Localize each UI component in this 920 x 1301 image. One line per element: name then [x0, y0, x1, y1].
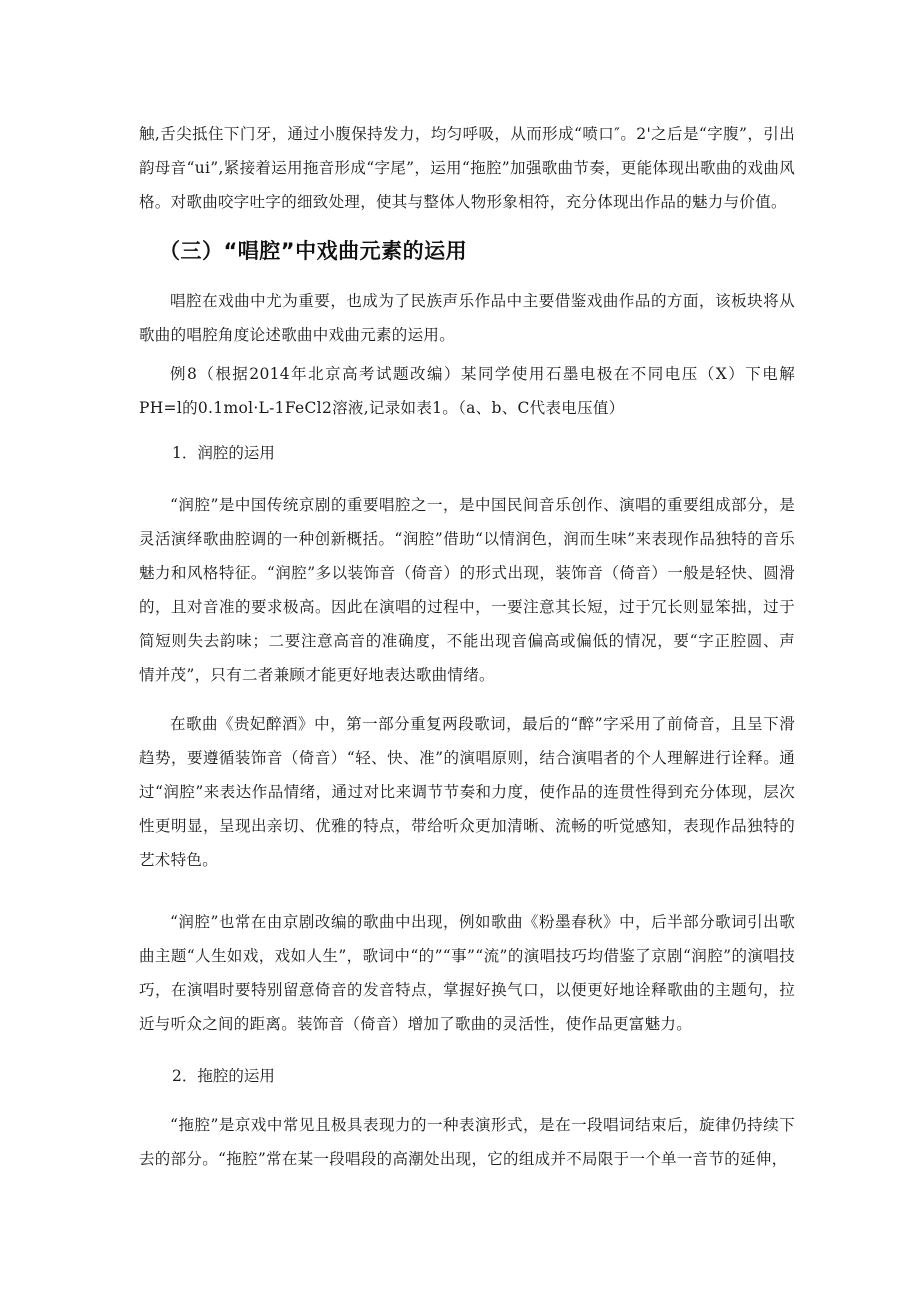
- paragraph-continuation: 触,舌尖抵住下门牙，通过小腹保持发力，均匀呼吸，从而形成“喷口″。2'之后是“字腹”，引出韵母音“ui”,紧接着运用拖音形成“字尾”，运用“拖腔”加强歌曲节奏，更能体现出歌曲的戏曲风格。对歌曲咬字吐字的细致处理，使其与整体人物形象相符，充分体现出作品的魅力与价值。: [139, 125, 795, 211]
- subheading-tuo-qiang: 2．拖腔的运用: [172, 1067, 275, 1085]
- paragraph-fenmo-chunqiu: “润腔”也常在由京剧改编的歌曲中出现，例如歌曲《粉墨春秋》中，后半部分歌词引出歌曲主题“人生如戏，戏如人生”，歌词中“的”“事”“流”的演唱技巧均借鉴了京剧“润腔”的演唱技巧，在演唱时要特别留意倚音的发音特点，掌握好换气口，以便更好地诠释歌曲的主题句，拉近与听众之间的距离。装饰音（倚音）增加了歌曲的灵活性，使作品更富魅力。: [139, 913, 795, 1033]
- paragraph-tuo-qiang-definition: “拖腔”是京戏中常见且极具表现力的一种表演形式，是在一段唱词结束后，旋律仍持续下去的部分。“拖腔”常在某一段唱段的高潮处出现，它的组成并不局限于一个单一音节的延伸，: [139, 1116, 795, 1168]
- paragraph-guifei-zuijiu: 在歌曲《贵妃醉酒》中，第一部分重复两段歌词，最后的“醉”字采用了前倚音，且呈下滑趋势，要遵循装饰音（倚音）“轻、快、准”的演唱原则，结合演唱者的个人理解进行诠释。通过“润腔”来表达作品情绪，通过对比来调节节奏和力度，使作品的连贯性得到充分体现，层次性更明显，呈现出亲切、优雅的特点，带给听众更加清晰、流畅的听觉感知，表现作品独特的艺术特色。: [139, 715, 795, 869]
- paragraph-run-qiang-definition: “润腔”是中国传统京剧的重要唱腔之一，是中国民间音乐创作、演唱的重要组成部分，是灵活演绎歌曲腔调的一种创新概括。“润腔”借助“以情润色，润而生味”来表现作品独特的音乐魅力和风格特征。“润腔”多以装饰音（倚音）的形式出现，装饰音（倚音）一般是轻快、圆滑的，且对音准的要求极高。因此在演唱的过程中，一要注意其长短，过于冗长则显笨拙，过于简短则失去韵味；二要注意高音的准确度，不能出现音偏高或偏低的情况，要“字正腔圆、声情并茂”，只有二者兼顾才能更好地表达歌曲情绪。: [139, 496, 795, 684]
- paragraph-intro: 唱腔在戏曲中尤为重要，也成为了民族声乐作品中主要借鉴戏曲作品的方面，该板块将从歌曲的唱腔角度论述歌曲中戏曲元素的运用。: [139, 292, 795, 344]
- subheading-run-qiang: 1．润腔的运用: [172, 444, 275, 462]
- section-heading: （三）“唱腔”中戏曲元素的运用: [159, 239, 468, 263]
- paragraph-example: 例8（根据2014年北京高考试题改编）某同学使用石墨电极在不同电压（X）下电解PH=l的0.1mol·L-1FeCl2溶液,记录如表1。（a、b、C代表电压值）: [139, 365, 795, 417]
